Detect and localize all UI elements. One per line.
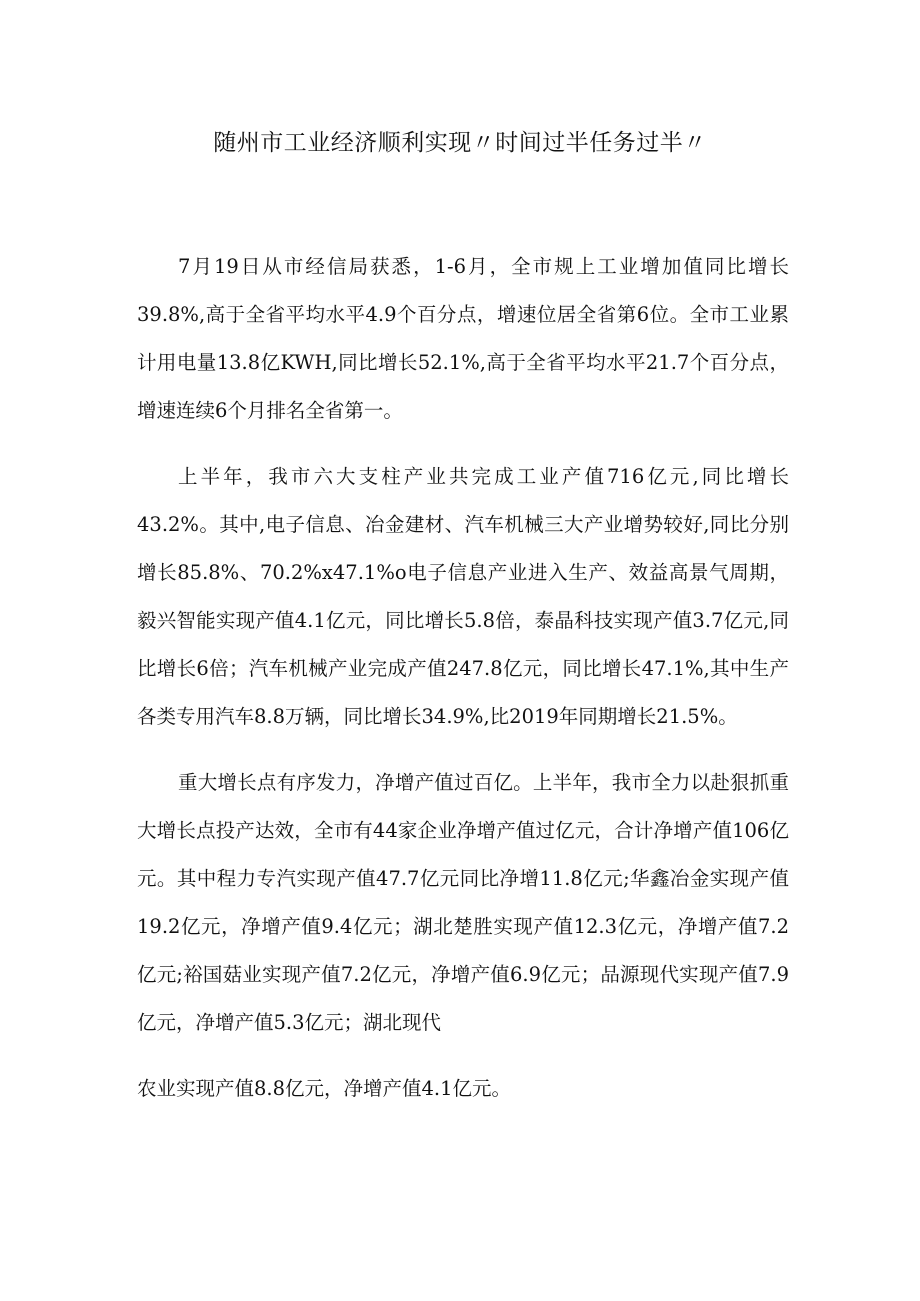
paragraph-4: 农业实现产值8.8亿元，净增产值4.1亿元。 <box>137 1077 512 1100</box>
paragraph-3: 重大增长点有序发力，净增产值过百亿。上半年，我市全力以赴狠抓重大增长点投产达效，全市有44家企业净增产值过亿元，合计净增产值106亿元。其中程力专汽实现产值47.7亿元同比净增11.8亿元;华鑫冶金实现产值19.2亿元，净增产值9.4亿元；湖北楚胜实现产值12.3亿元，净增产值7.2亿元;裕国菇业实现产值7.2亿元，净增产值6.9亿元；品源现代实现产值7.9亿元，净增产值5.3亿元；湖北现代 <box>137 771 789 1034</box>
paragraph-2: 上半年，我市六大支柱产业共完成工业产值716亿元,同比增长43.2%。其中,电子信息、冶金建材、汽车机械三大产业增势较好,同比分别增长85.8%、70.2%x47.1%o电子信息产业进入生产、效益高景气周期，毅兴智能实现产值4.1亿元，同比增长5.8倍，泰晶科技实现产值3.7亿元,同比增长6倍；汽车机械产业完成产值247.8亿元，同比增长47.1%,其中生产各类专用汽车8.8万辆，同比增长34.9%,比2019年同期增长21.5%。 <box>137 465 789 728</box>
paragraph-1: 7月19日从市经信局获悉，1-6月，全市规上工业增加值同比增长39.8%,高于全省平均水平4.9个百分点，增速位居全省第6位。全市工业累计用电量13.8亿KWH,同比增长52.1%,高于全省平均水平21.7个百分点，增速连续6个月排名全省第一。 <box>137 255 789 422</box>
document-title: 随州市工业经济顺利实现〃时间过半任务过半〃 <box>213 130 707 156</box>
document-body <box>137 243 789 1113</box>
